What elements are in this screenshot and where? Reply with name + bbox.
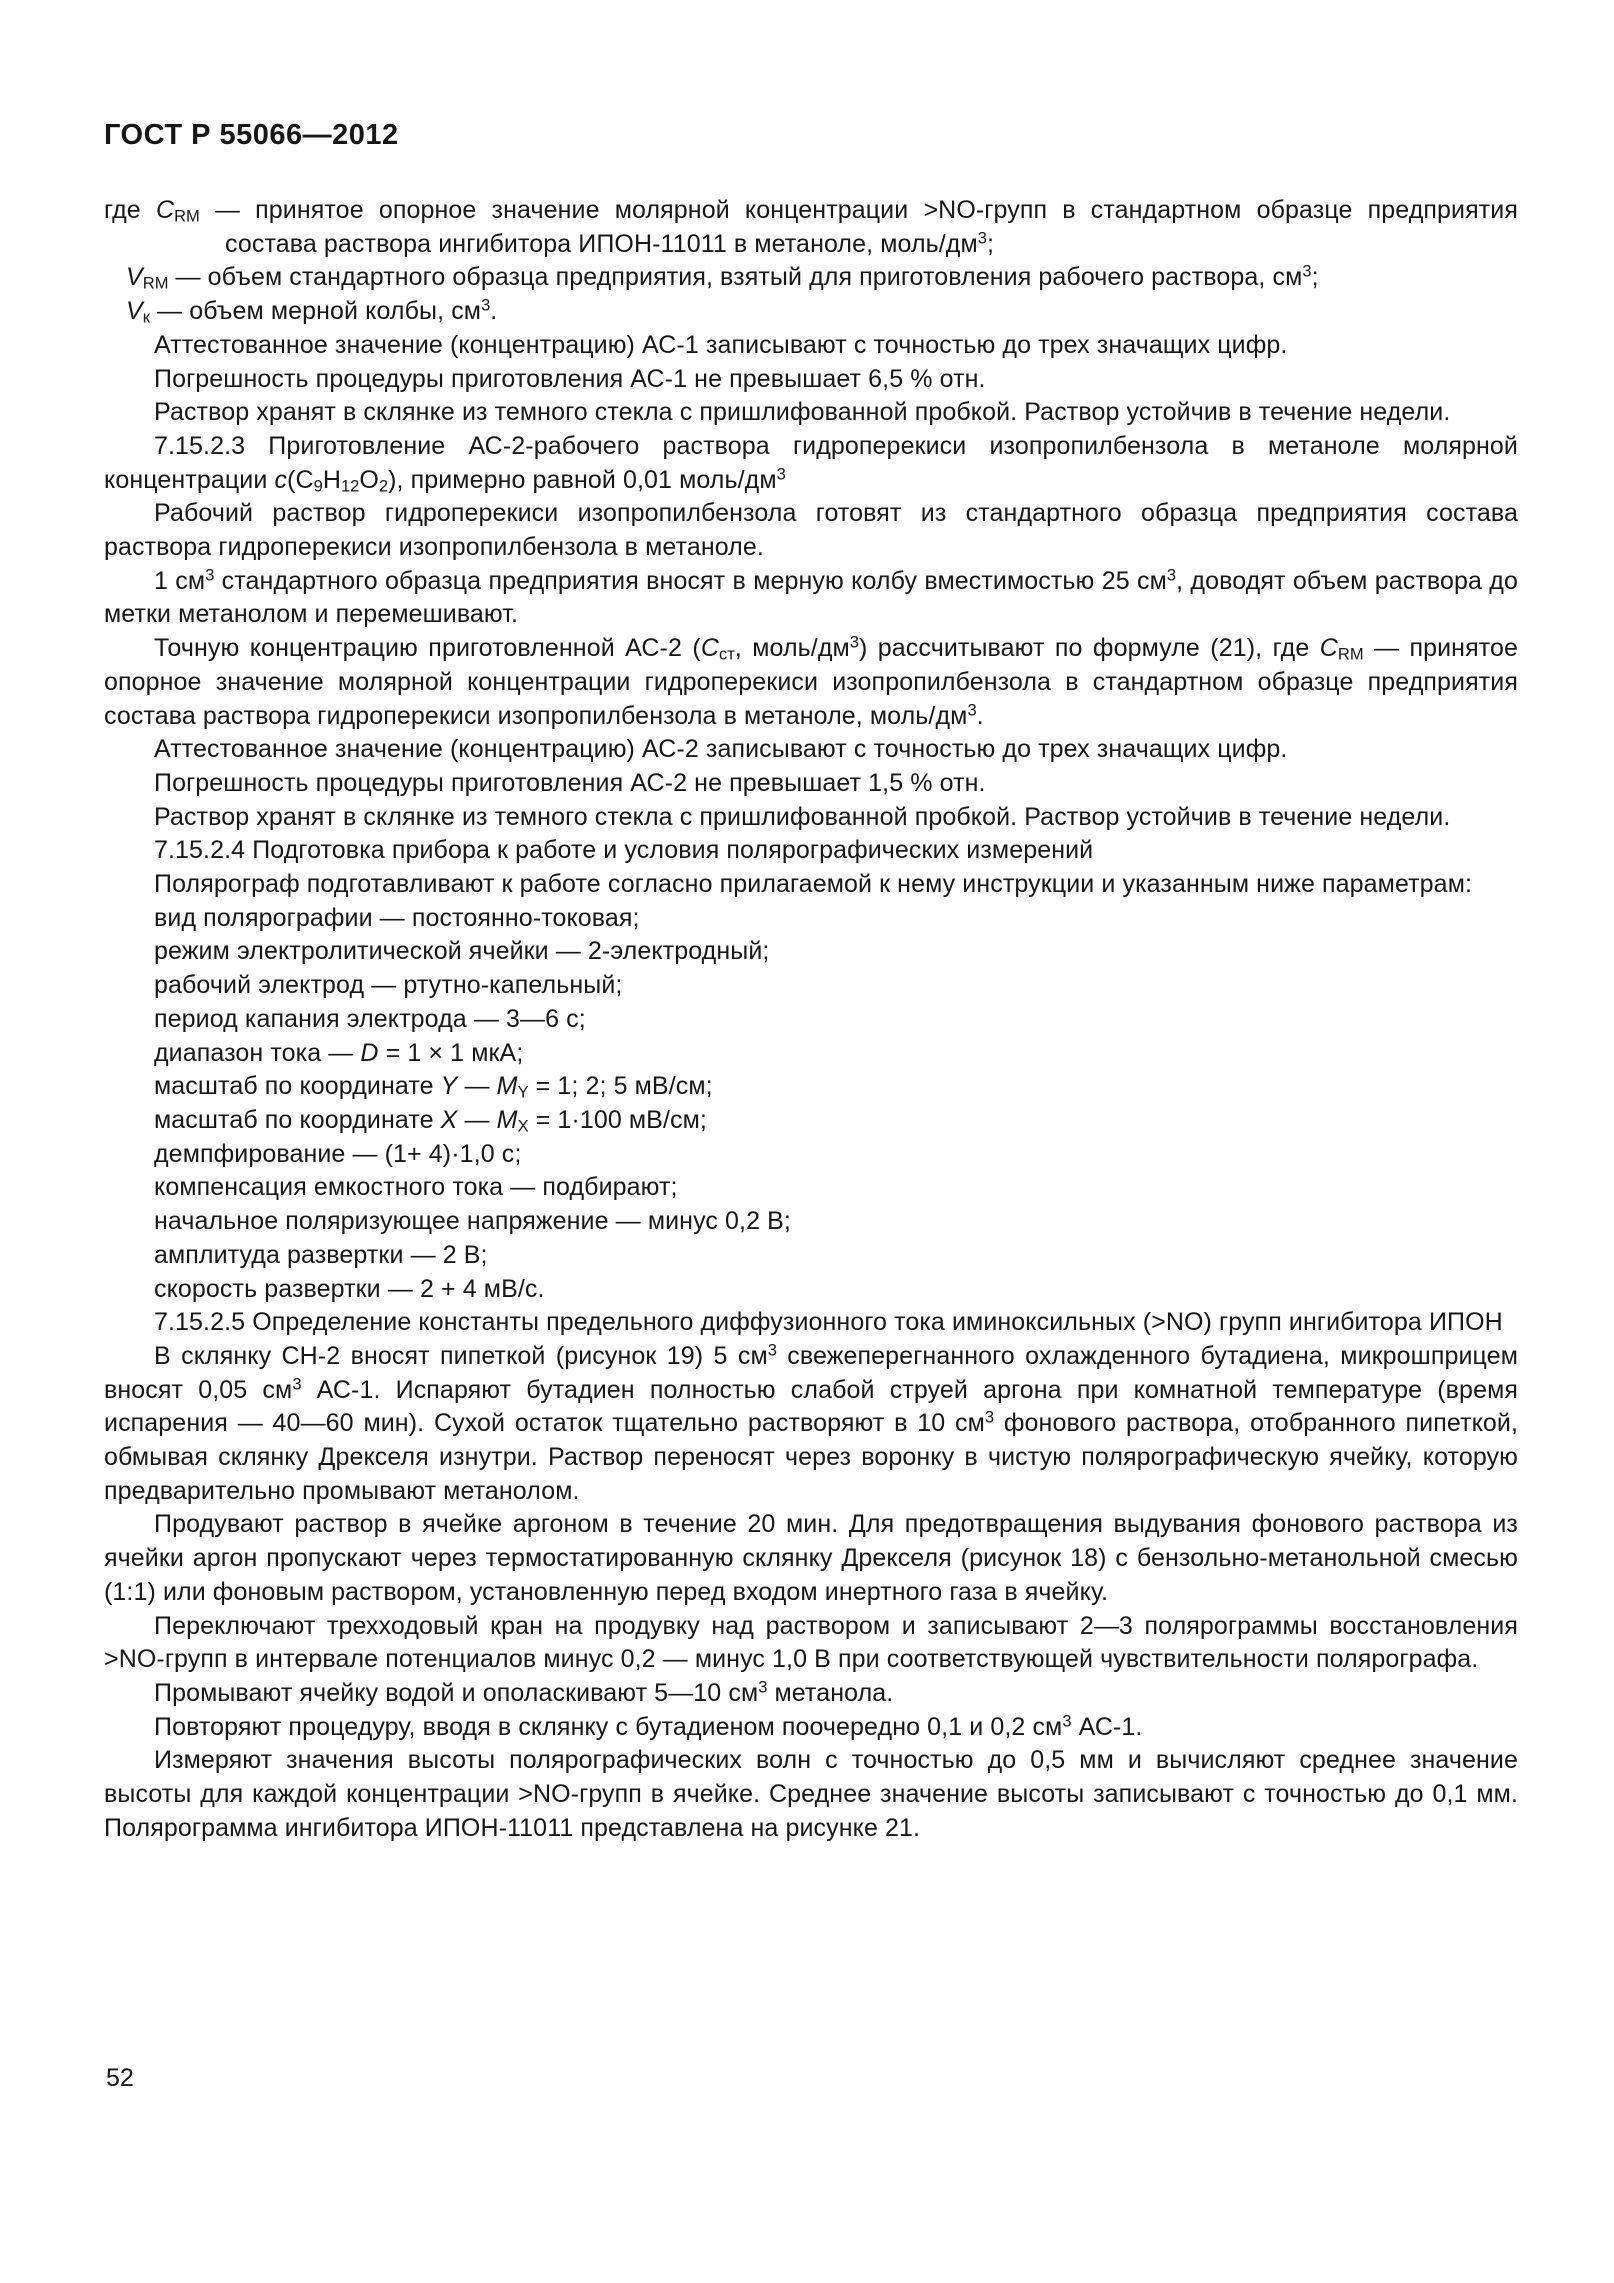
paragraph: 7.15.2.5 Определение константы предельного диффузионного тока иминоксильных (>NO) групп ингибитора ИПОН xyxy=(154,1308,1503,1337)
paragraph: рабочий электрод — ртутно-капельный; xyxy=(154,971,623,1000)
paragraph: Рабочий раствор гидроперекиси изопропилбензола готовят из стандартного образца предприятия состава раствора гидроперекиси изопропилбензола в метаноле. xyxy=(104,499,1518,562)
document-code-header: ГОСТ Р 55066—2012 xyxy=(104,119,399,151)
paragraph: Погрешность процедуры приготовления АС-2 не превышает 1,5 % отн. xyxy=(154,768,986,797)
paragraph: Полярограф подготавливают к работе согласно прилагаемой к нему инструкции и указанным ниже параметрам: xyxy=(154,870,1473,899)
paragraph: масштаб по координате Y — $M_Y = 1$; 2; 5 мВ/см; xyxy=(154,1072,713,1102)
paragraph: Раствор хранят в склянке из темного стекла с пришлифованной пробкой. Раствор устойчив в течение недели. xyxy=(154,398,1451,427)
paragraph: Измеряют значения высоты полярографических волн с точностью до 0,5 мм и вычисляют среднее значение высоты для каждой концентрации >NO-групп в ячейке. Среднее значение высоты записывают с точностью до 0,1 мм. Полярограмма ингибитора ИПОН-11011 представлена на рисунке 21. xyxy=(104,1746,1518,1842)
paragraph: Промывают ячейку водой и ополаскивают 5—10 $см^3$ метанола. xyxy=(154,1678,894,1707)
paragraph: Раствор хранят в склянке из темного стекла с пришлифованной пробкой. Раствор устойчив в течение недели. xyxy=(154,802,1451,831)
paragraph: Повторяют процедуру, вводя в склянку с бутадиеном поочередно 0,1 и 0,2 $см^3$ АС-1. xyxy=(154,1712,1143,1741)
paragraph: $V_{RM}$ — объем стандартного образца предприятия, взятый для приготовления рабочего раствора, $см^3$; xyxy=(126,262,1319,294)
paragraph: компенсация емкостного тока — подбирают; xyxy=(154,1173,678,1202)
paragraph: масштаб по координате X — $M_X = 1\cdot 100$ мВ/см; xyxy=(154,1105,707,1136)
paragraph: вид полярографии — постоянно-токовая; xyxy=(154,903,640,932)
paragraph: период капания электрода — 3—6 с; xyxy=(154,1004,586,1033)
paragraph: где $C_{RM}$ — принятое опорное значение молярной концентрации >NO-групп в стандартном образце предприятия состава раствора ингибитора ИПОН-11011 в метаноле, моль/$дм^3$; xyxy=(104,196,1518,258)
paragraph: режим электролитической ячейки — 2-электродный; xyxy=(154,937,770,966)
paragraph: скорость развертки — 2 + 4 мВ/с. xyxy=(154,1274,545,1303)
paragraph: 7.15.2.4 Подготовка прибора к работе и условия полярографических измерений xyxy=(154,836,1094,865)
paragraph: демпфирование — (1+ 4)·1,0 с; xyxy=(154,1139,522,1168)
document-body xyxy=(104,194,1518,1845)
paragraph: Аттестованное значение (концентрацию) АС-1 записывают с точностью до трех значащих цифр. xyxy=(154,330,1288,359)
paragraph: амплитуда развертки — 2 В; xyxy=(154,1240,488,1269)
paragraph: 1 $см^3$ стандартного образца предприятия вносят в мерную колбу вместимостью 25 $см^3$, доводят объем раствора до метки метанолом и перемешивают. xyxy=(104,566,1519,629)
paragraph: В склянку СН-2 вносят пипеткой (рисунок 19) 5 $см^3$ свежеперегнанного охлажденного бутадиена, микрошприцем вносят 0,05 $см^3$ АС-1. Испаряют бутадиен полностью слабой струей аргона при комнатной температуре (время испарения — 40—60 мин). Сухой остаток тщательно растворяют в 10 $см^3$ фонового раствора, отобранного пипеткой, обмывая склянку Дрекселя изнутри. Раствор переносят через воронку в чистую полярографическую ячейку, которую предварительно промывают метанолом. xyxy=(104,1341,1518,1505)
paragraph: Точную концентрацию приготовленной АС-2 ($C_{ст}$, моль/$дм^3$) рассчитывают по формуле (21), где $C_{RM}$ — принятое опорное значение молярной концентрации гидроперекиси изопропилбензола в стандартном образце предприятия состава раствора гидроперекиси изопропилбензола в метаноле, моль/$дм^3$. xyxy=(104,633,1519,730)
paragraph: диапазон тока — D = 1 × 1 мкА; xyxy=(154,1038,524,1067)
page-number: 52 xyxy=(106,2064,134,2092)
paragraph: $V_к$ — объем мерной колбы, $см^3$. xyxy=(126,296,498,327)
paragraph: Переключают трехходовый кран на продувку над раствором и записывают 2—3 полярограммы восстановления >NO-групп в интервале потенциалов минус 0,2 — минус 1,0 В при соответствующей чувствительности полярографа. xyxy=(104,1611,1518,1674)
paragraph: 7.15.2.3 Приготовление АС-2-рабочего раствора гидроперекиси изопропилбензола в метаноле молярной концентрации $c(C_9H_{12}O_2)$, примерно равной 0,01 моль/$дм^3$ xyxy=(104,431,1518,496)
paragraph: Погрешность процедуры приготовления АС-1 не превышает 6,5 % отн. xyxy=(154,364,986,393)
paragraph: Продувают раствор в ячейке аргоном в течение 20 мин. Для предотвращения выдувания фонового раствора из ячейки аргон пропускают через термостатированную склянку Дрекселя (рисунок 18) с бензольно-метанольной смесью (1:1) или фоновым раствором, установленную перед входом инертного газа в ячейку. xyxy=(104,1510,1518,1606)
paragraph: Аттестованное значение (концентрацию) АС-2 записывают с точностью до трех значащих цифр. xyxy=(154,735,1288,764)
paragraph: начальное поляризующее напряжение — минус 0,2 В; xyxy=(154,1207,791,1236)
